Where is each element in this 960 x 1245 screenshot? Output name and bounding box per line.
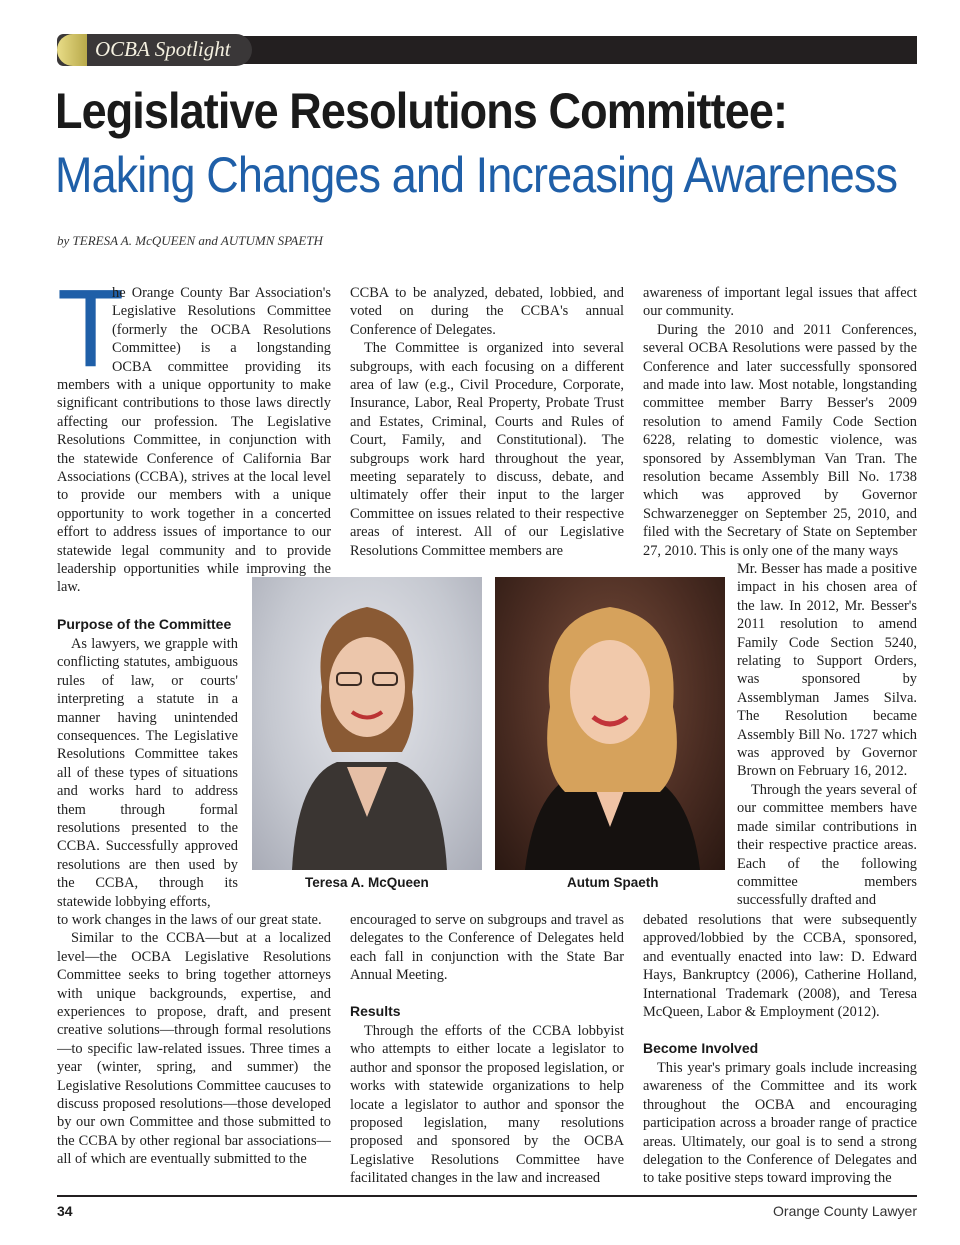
photo-teresa-mcqueen — [252, 577, 482, 870]
involved-text: This year's primary goals include increasing awareness of the Committee and its work throughout the OCBA and encouraging participation across a broader range of practice areas. Ultimately, our goal is to send a strong delegation to the Conference of Delegates and to take positive steps toward improving the — [643, 1060, 917, 1187]
intro-paragraph — [57, 376, 331, 596]
purpose-paragraph-continued — [57, 911, 331, 1193]
column2-top — [350, 284, 624, 562]
subheadline: Making Changes and Increasing Awareness — [55, 147, 898, 203]
intro-line: he Orange County Bar Association's — [112, 285, 331, 301]
intro-rest: members with a unique opportunity to make significant contributions to those laws directly affecting our profession. The Legislative Resolutions Committee, in conjunction with the statewide Conference of California Bar Associations (CCBA), strives at the local level to provide our members with a unique opportunity to work together in a concerted effort to address issues of importance to our statewide legal community and to provide leadership opportunities while improving the law. — [57, 377, 331, 596]
section-tab — [57, 34, 252, 66]
purpose-text-2: Similar to the CCBA—but at a localized level—the OCBA Legislative Resolutions Committee seeks to bring together attorneys with unique backgrounds, expertise, and experiences to propose, draft, and present creative solutions—through formal resolutions—to specific law-related issues. Three times a year (winter, spring, and summer) the Legislative Resolutions Committee caucuses to discuss proposed resolutions—those developed by our own Committee and those submitted to the CCBA by other regional bar associations—all of which are eventually submitted to the — [57, 930, 331, 1168]
footer-rule — [57, 1195, 917, 1197]
photo-caption-right: Autum Spaeth — [567, 875, 659, 890]
intro-line: Committee) is a longstanding — [112, 340, 331, 357]
subgroups-text: The Committee is organized into several subgroups, with each focusing on a different area of law (e.g., Civil Procedure, Corporate, Insurance, Labor, Real Property, Probate Trust and Estates, Criminal, Courts and Rules of Court, Family, and Constitutional). The subgroups work hard throughout the year, meeting separately to discuss, debate, and ultimately offer their input to the larger Committee on issues related to their respective areas of interest. All of our Legislative Resolutions Committee members are — [350, 340, 624, 559]
purpose-text-end: to work changes in the laws of our great state. — [57, 912, 322, 928]
results-paragraph — [350, 1022, 624, 1193]
enacted-text: debated resolutions that were subsequently approved/lobbied by the CCBA, sponsored, and eventually enacted into law: D. Edward Hays, Bankruptcy (2006), Catherine Holland, International Trademark (2008), and Teresa McQueen, Labor & Employment (2012). — [643, 912, 917, 1021]
involved-paragraph — [643, 1059, 917, 1193]
awareness-text: awareness of important legal issues that affect our community. — [643, 285, 917, 320]
conferences-text: During the 2010 and 2011 Conferences, several OCBA Resolutions were passed by the Conference and later successfully sponsored and made into law. Most notable, longstanding committee member Barry Besser's 2009 resolution to amend Family Code Section 6228, relating to domestic violence, was sponsored by Assemblyman Van Tran. The resolution became Assembly Bill No. 1738 which was approved by Governor Schwarzenegger on September 25, 2010, and filed with the Secretary of State on September 27, 2010. This is only one of the many ways — [643, 321, 917, 559]
byline: by TERESA A. McQUEEN and AUTUMN SPAETH — [57, 233, 323, 248]
ccba-text: CCBA to be analyzed, debated, lobbied, and voted on during the CCBA's annual Conference of Delegates. — [350, 285, 624, 338]
page-number: 34 — [57, 1203, 73, 1219]
section-heading-purpose: Purpose of the Committee — [57, 616, 232, 632]
photo-caption-left: Teresa A. McQueen — [305, 875, 429, 890]
column3-top — [643, 284, 917, 562]
intro-line: (formerly the OCBA Resolutions — [112, 321, 331, 338]
section-heading-results: Results — [350, 1003, 401, 1019]
intro-line: OCBA committee providing its — [112, 358, 331, 375]
section-heading-involved: Become Involved — [643, 1040, 759, 1056]
besser-text: Mr. Besser has made a positive impact in his chosen area of the law. In 2012, Mr. Besser's 2011 resolution to amend Family Code Section 5240, relating to Support Orders, was sponsored by Assemblyman James Silva. The Resolution became Assembly Bill No. 1727 which was approved by Governor Brown on February 16, 2012. — [737, 561, 917, 780]
intro-text-indented — [112, 284, 331, 376]
column3-narrow — [737, 560, 917, 911]
column3-bottom — [643, 911, 917, 1025]
intro-line: Legislative Resolutions Committee — [112, 303, 331, 320]
section-tab-accent — [57, 34, 87, 66]
publication-name: Orange County Lawyer — [773, 1203, 917, 1219]
column2-bottom — [350, 911, 624, 991]
portrait-illustration-2 — [495, 577, 725, 870]
members-text: Through the years several of our committee members have made similar contributions in their respective practice areas. Each of the following committee members successfully drafted and — [737, 781, 917, 909]
photo-autum-spaeth — [495, 577, 725, 870]
portrait-illustration-1 — [252, 577, 482, 870]
drop-cap: T — [57, 267, 125, 390]
purpose-text: As lawyers, we grapple with conflicting statutes, ambiguous rules of law, or courts' interpreting a statute in a manner having unintended consequences. The Legislative Resolutions Committee takes all of these types of situations and works hard to address them through formal resolutions presented to the CCBA. Successfully approved resolutions are then used by the CCBA, through its statewide lobbying efforts, — [57, 636, 238, 910]
section-label: OCBA Spotlight — [95, 37, 231, 61]
delegates-text: encouraged to serve on subgroups and travel as delegates to the Conference of Delegates held each fall in conjunction with the State Bar Annual Meeting. — [350, 912, 624, 984]
headline: Legislative Resolutions Committee: — [55, 83, 788, 139]
results-text: Through the efforts of the CCBA lobbyist who attempts to either locate a legislator to author and sponsor the proposed legislation, or works with statewide organizations to help locate a legislator to author and sponsor the proposed legislation, many resolutions proposed and sponsored by the OCBA Legislative Resolutions Committee have facilitated changes in the law and increased — [350, 1023, 624, 1187]
purpose-paragraph — [57, 635, 238, 911]
